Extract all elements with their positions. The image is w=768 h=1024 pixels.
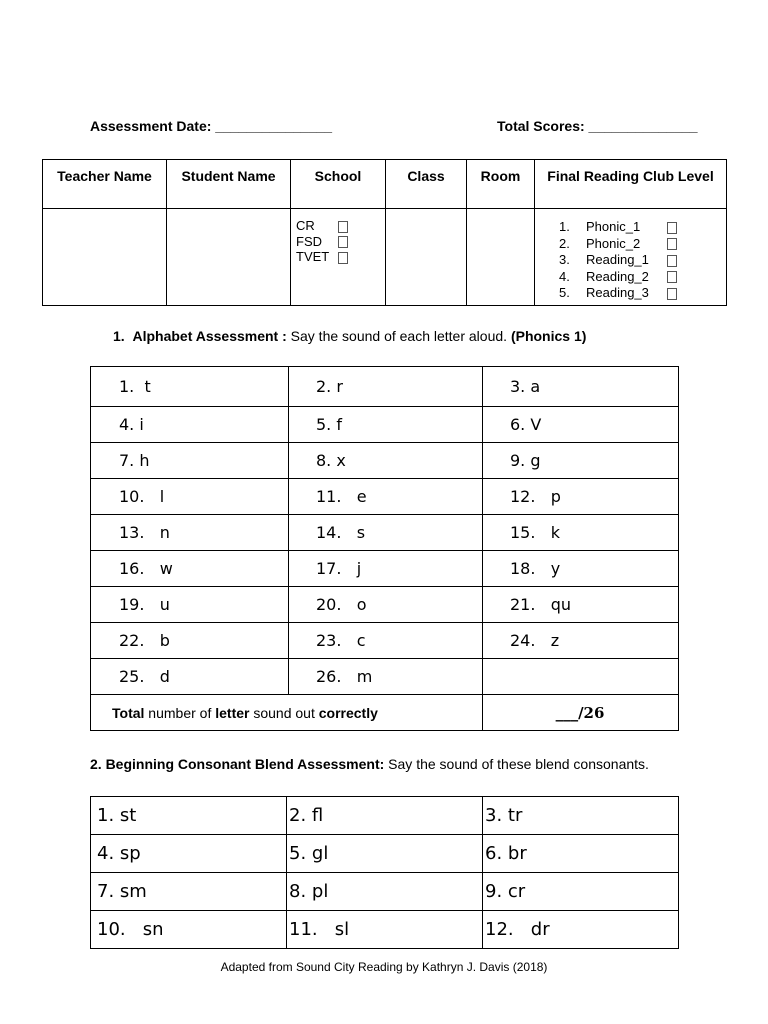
student-name-cell[interactable] [167, 209, 291, 306]
total-label: Total number of letter sound out correctly [91, 695, 483, 731]
total-row [91, 695, 679, 731]
blend-cell: 4. sp [91, 835, 287, 873]
student-info-table [42, 159, 727, 306]
level-option[interactable]: 5. Reading_3 [559, 285, 726, 302]
total-score-field[interactable]: ___/26 [483, 695, 679, 731]
letter-cell: 6. V [483, 407, 679, 443]
footer-citation: Adapted from Sound City Reading by Kathryn J. Davis (2018) [220, 960, 548, 974]
blend-cell: 12. dr [483, 911, 679, 949]
table-row [91, 367, 679, 407]
letter-cell: 23. c [289, 623, 483, 659]
blend-cell: 6. br [483, 835, 679, 873]
total-scores-label: Total Scores: [497, 118, 585, 134]
assessment-date [90, 118, 332, 134]
letter-cell: 18. y [483, 551, 679, 587]
letter-cell: 17. j [289, 551, 483, 587]
section2-title: 2. Beginning Consonant Blend Assessment: [90, 756, 385, 772]
blend-cell: 1. st [91, 797, 287, 835]
level-option[interactable]: 4. Reading_2 [559, 269, 726, 286]
blend-cell: 5. gl [287, 835, 483, 873]
letter-cell: 12. p [483, 479, 679, 515]
checkbox-icon[interactable] [667, 271, 677, 283]
header-student-name: Student Name [167, 160, 291, 209]
letter-cell: 2. r [289, 367, 483, 407]
table-row [91, 407, 679, 443]
letter-cell: 19. u [91, 587, 289, 623]
table-row [91, 479, 679, 515]
table-row [91, 551, 679, 587]
assessment-date-blank[interactable]: _______________ [215, 118, 333, 134]
letter-cell: 1. t [91, 367, 289, 407]
letter-cell: 14. s [289, 515, 483, 551]
table-row [91, 911, 679, 949]
school-option-tvet[interactable]: TVET [296, 249, 385, 265]
checkbox-icon[interactable] [667, 222, 677, 234]
checkbox-icon[interactable] [667, 238, 677, 250]
letter-cell: 16. w [91, 551, 289, 587]
letter-cell: 25. d [91, 659, 289, 695]
table-row [91, 873, 679, 911]
table-row [91, 623, 679, 659]
table-row [91, 797, 679, 835]
letter-cell: 24. z [483, 623, 679, 659]
blend-cell: 11. sl [287, 911, 483, 949]
header-teacher-name: Teacher Name [43, 160, 167, 209]
checkbox-icon[interactable] [667, 255, 677, 267]
table-row [91, 835, 679, 873]
section1-title: Alphabet Assessment : [132, 328, 287, 344]
blend-cell: 8. pl [287, 873, 483, 911]
blend-table [90, 796, 679, 949]
table-row [91, 587, 679, 623]
letter-cell: 8. x [289, 443, 483, 479]
level-cell [535, 209, 727, 306]
level-option[interactable]: 3. Reading_1 [559, 252, 726, 269]
letter-cell: 21. qu [483, 587, 679, 623]
blend-cell: 9. cr [483, 873, 679, 911]
blend-cell: 10. sn [91, 911, 287, 949]
total-scores-blank[interactable]: ______________ [588, 118, 698, 134]
header-class: Class [386, 160, 467, 209]
teacher-name-cell[interactable] [43, 209, 167, 306]
level-option[interactable]: 1. Phonic_1 [559, 219, 726, 236]
blend-cell: 3. tr [483, 797, 679, 835]
header-room: Room [467, 160, 535, 209]
section1-tag: (Phonics 1) [510, 328, 587, 344]
letter-cell: 11. e [289, 479, 483, 515]
alphabet-table [90, 366, 679, 731]
blend-cell: 2. fl [287, 797, 483, 835]
checkbox-icon[interactable] [338, 221, 348, 233]
school-cell [291, 209, 386, 306]
letter-cell: 26. m [289, 659, 483, 695]
header-school: School [291, 160, 386, 209]
letter-cell: 10. l [91, 479, 289, 515]
blend-cell: 7. sm [91, 873, 287, 911]
checkbox-icon[interactable] [338, 236, 348, 248]
section1-number: 1. [113, 328, 125, 344]
letter-cell: 4. i [91, 407, 289, 443]
room-cell[interactable] [467, 209, 535, 306]
section1-heading [113, 328, 586, 344]
school-option-cr[interactable]: CR [296, 218, 385, 234]
assessment-date-label: Assessment Date: [90, 118, 212, 134]
letter-cell: 13. n [91, 515, 289, 551]
section2-instruction: Say the sound of these blend consonants. [384, 756, 649, 772]
letter-cell: 7. h [91, 443, 289, 479]
table-row [91, 443, 679, 479]
total-scores [497, 118, 698, 134]
letter-cell: 22. b [91, 623, 289, 659]
letter-cell: 9. g [483, 443, 679, 479]
letter-cell: 3. a [483, 367, 679, 407]
letter-cell: 15. k [483, 515, 679, 551]
letter-cell [483, 659, 679, 695]
header-final-reading-club-level: Final Reading Club Level [535, 160, 727, 209]
letter-cell: 20. o [289, 587, 483, 623]
section1-instruction: Say the sound of each letter aloud. [286, 328, 511, 344]
checkbox-icon[interactable] [667, 288, 677, 300]
table-row [91, 659, 679, 695]
letter-cell: 5. f [289, 407, 483, 443]
table-row [91, 515, 679, 551]
checkbox-icon[interactable] [338, 252, 348, 264]
section2-heading [90, 756, 649, 772]
class-cell[interactable] [386, 209, 467, 306]
level-option[interactable]: 2. Phonic_2 [559, 236, 726, 253]
school-option-fsd[interactable]: FSD [296, 234, 385, 250]
